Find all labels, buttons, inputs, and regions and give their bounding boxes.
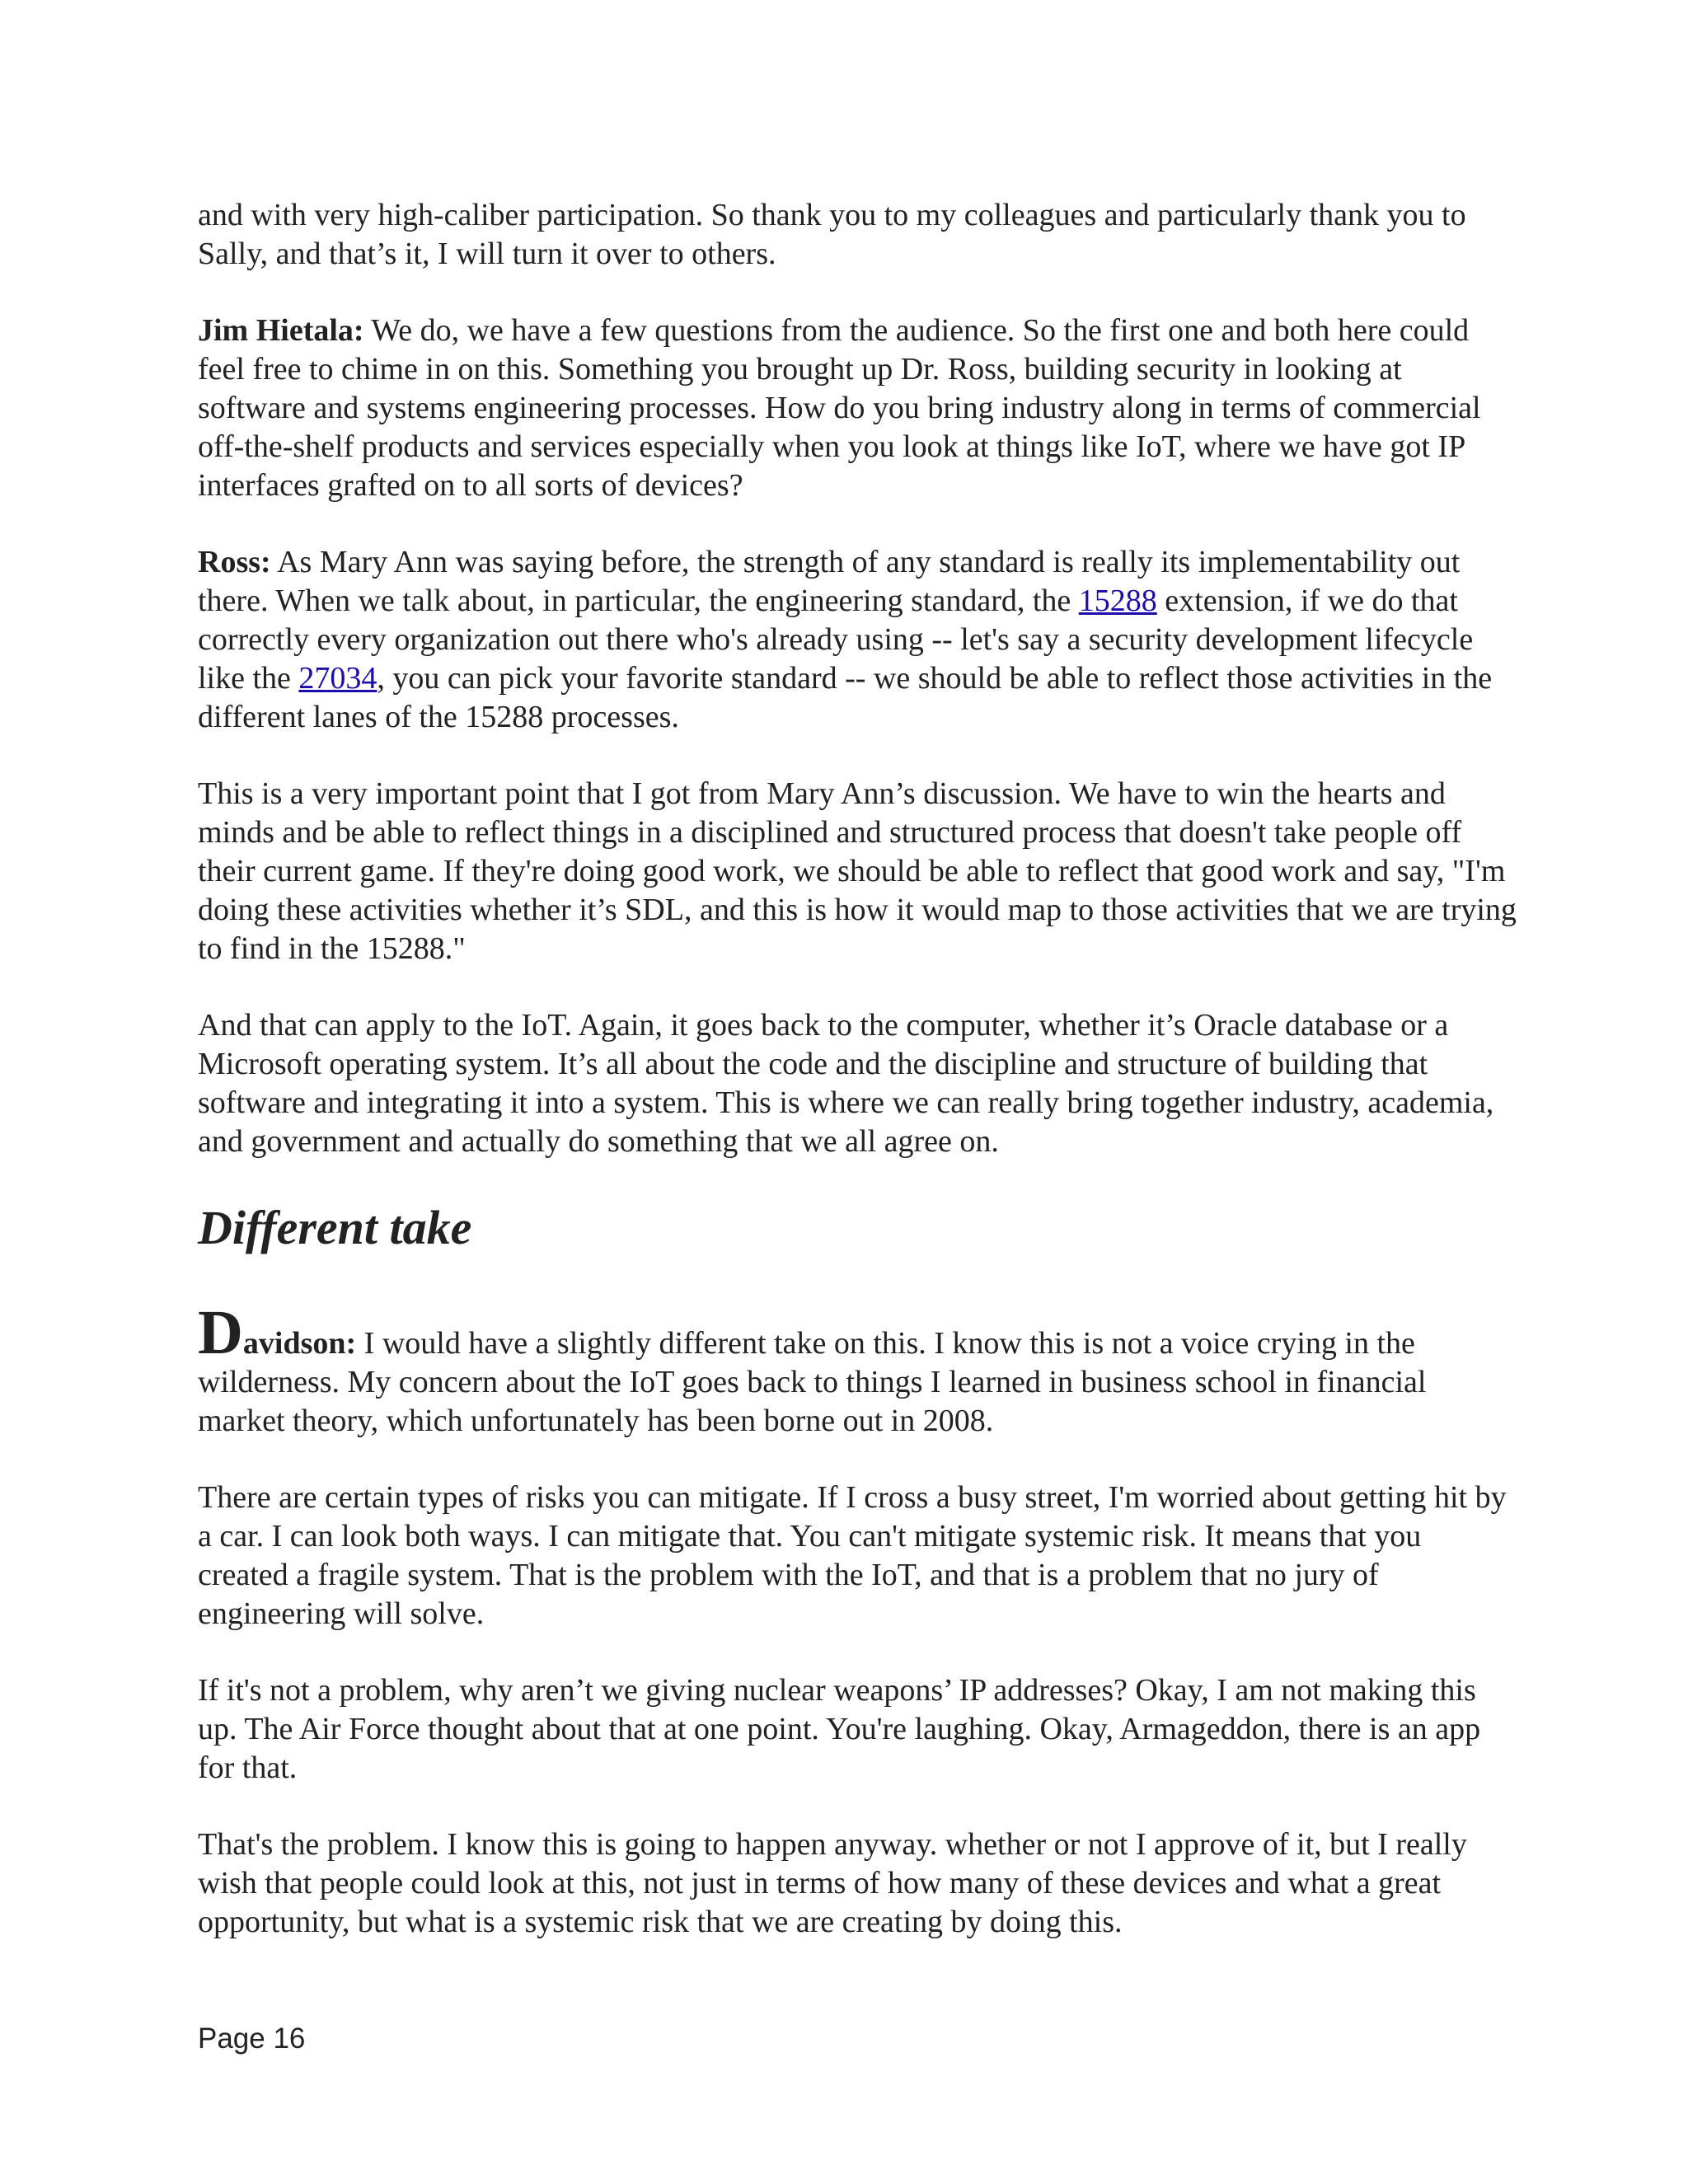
paragraph-ross-answer (198, 543, 1517, 737)
paragraph-problem-summary (198, 1825, 1517, 1942)
paragraph-text: And that can apply to the IoT. Again, it goes back to the computer, whether it’s Oracle database or a Microsoft operating system. It’s all about the code and the discipline and structure of building that software and integrating it into a system. This is where we can really bring together industry, academia, and government and actually do something that we all agree on. (198, 1008, 1494, 1159)
paragraph-closing-remarks (198, 196, 1517, 274)
paragraph-text: This is a very important point that I got from Mary Ann’s discussion. We have to win the hearts and minds and be able to reflect things in a disciplined and structured process that doesn't take people off their current game. If they're doing good work, we should be able to reflect that good work and say, "I'm doing these activities whether it’s SDL, and this is how it would map to those activities that we are trying to find in the 15288." (198, 776, 1517, 966)
link-27034[interactable]: 27034 (298, 661, 377, 696)
paragraph-hietala-question (198, 312, 1517, 505)
document-body (198, 196, 1517, 1942)
speaker-name: Ross: (198, 545, 271, 579)
paragraph-text: As Mary Ann was saying before, the strength of any standard is really its implementability out there. When we talk about, in particular, the engineering standard, the (198, 545, 1461, 618)
speaker-name: Jim Hietala: (198, 313, 364, 348)
section-heading: Different take (198, 1201, 472, 1254)
paragraph-ross-continued (198, 775, 1517, 968)
paragraph-text: I would have a slightly different take on this. I know this is not a voice crying in the wilderness. My concern about the IoT goes back to things I learned in business school in financial market theory, which unfortunately has been borne out in 2008. (198, 1326, 1427, 1438)
paragraph-text: extension, if we do that correctly every organization out there who's already using -- let's say a security development lifecycle like the (198, 583, 1474, 696)
paragraph-nuclear-ip (198, 1671, 1517, 1788)
page-number: Page 16 (198, 2022, 306, 2055)
paragraph-text: and with very high-caliber participation. So thank you to my colleagues and particularly thank you to Sally, and that’s it, I will turn it over to others. (198, 198, 1466, 271)
paragraph-text: That's the problem. I know this is going to happen anyway. whether or not I approve of it, but I really wish that people could look at this, not just in terms of how many of these devices and what a great opportunity, but what is a systemic risk that we are creating by doing this. (198, 1827, 1467, 1939)
speaker-name: avidson: (242, 1326, 357, 1361)
paragraph-ross-iot (198, 1006, 1517, 1161)
link-15288[interactable]: 15288 (1078, 583, 1157, 618)
paragraph-text: There are certain types of risks you can mitigate. If I cross a busy street, I'm worried about getting hit by a car. I can look both ways. I can mitigate that. You can't mitigate systemic risk. It means that you created a fragile system. That is the problem with the IoT, and that is a problem that no jury of engineering will solve. (198, 1480, 1507, 1631)
paragraph-systemic-risk (198, 1479, 1517, 1633)
paragraph-text: , you can pick your favorite standard -- we should be able to reflect those activities in the different lanes of the 15288 processes. (198, 661, 1493, 734)
paragraph-text: We do, we have a few questions from the audience. So the first one and both here could feel free to chime in on this. Something you brought up Dr. Ross, building security in looking at software and systems engineering processes. How do you bring industry along in terms of commercial off-the-shelf products and services especially when you look at things like IoT, where we have got IP interfaces grafted on to all sorts of devices? (198, 313, 1481, 503)
paragraph-davidson-take (198, 1298, 1517, 1441)
drop-cap: D (198, 1298, 243, 1367)
paragraph-text: If it's not a problem, why aren’t we giving nuclear weapons’ IP addresses? Okay, I am not making this up. The Air Force thought about that at one point. You're laughing. Okay, Armageddon, there is an app for that. (198, 1673, 1481, 1785)
